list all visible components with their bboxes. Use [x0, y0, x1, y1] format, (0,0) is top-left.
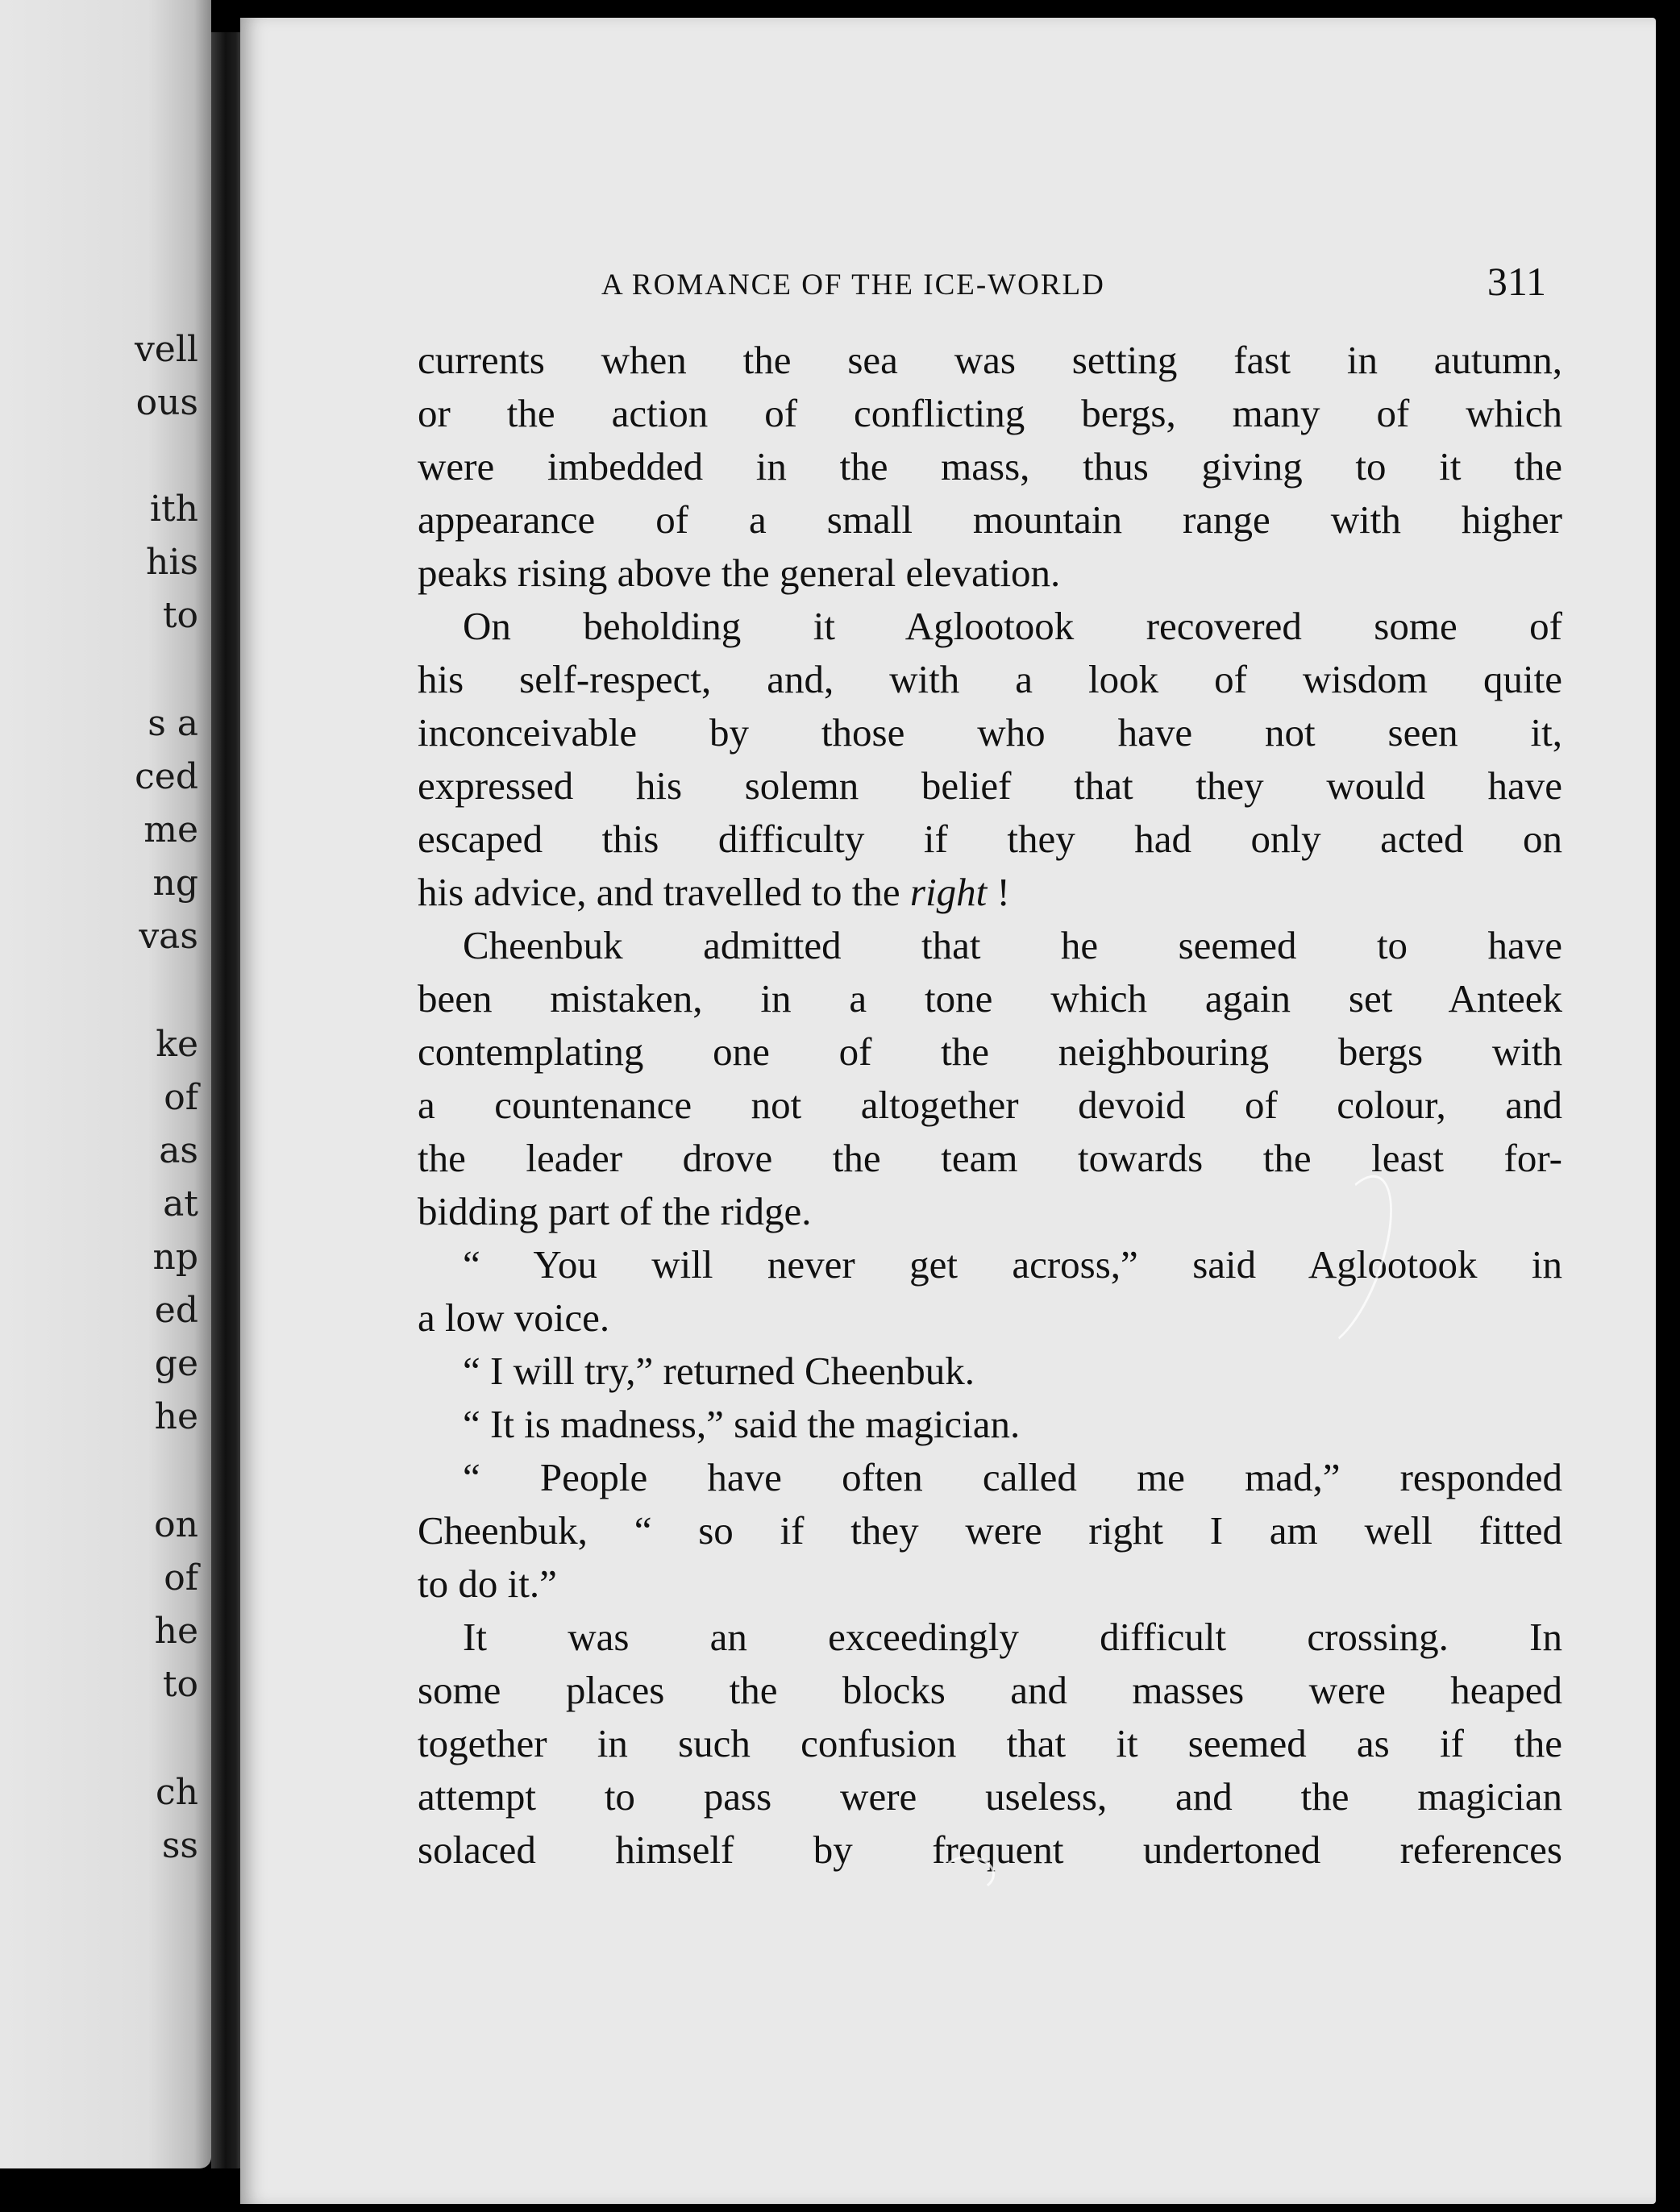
text-line: Cheenbuk, “ so if they were right I am well fitted: [418, 1508, 1562, 1553]
left-line-fragment: vas: [139, 916, 198, 957]
text-line: his self-respect, and, with a look of wisdom quite: [418, 657, 1562, 701]
text-line: On beholding it Aglootook recovered some of: [463, 604, 1562, 648]
text-line: It was an exceedingly difficult crossing. In: [463, 1615, 1562, 1659]
text-line: peaks rising above the general elevation.: [418, 551, 1061, 595]
italic-word: right: [909, 870, 988, 914]
text-line: currents when the sea was setting fast in autumn,: [418, 338, 1562, 382]
text-line: “ It is madness,” said the magician.: [463, 1402, 1021, 1446]
text-line: bidding part of the ridge.: [418, 1189, 812, 1233]
left-line-fragment: to: [162, 1664, 198, 1705]
left-line-fragment: ch: [156, 1772, 198, 1813]
previous-page-fragment: [0, 0, 211, 2168]
left-line-fragment: he: [154, 1611, 198, 1652]
running-head: [601, 258, 1553, 306]
text-line: a low voice.: [418, 1295, 610, 1340]
text-line: [418, 866, 1562, 919]
running-title: A ROMANCE OF THE ICE-WORLD: [601, 268, 1105, 301]
text-line: solaced himself by frequent undertoned references: [418, 1827, 1562, 1872]
text-line: “ You will never get across,” said Aglootook in: [463, 1242, 1562, 1287]
text-line: inconceivable by those who have not seen it,: [418, 710, 1562, 755]
left-line-fragment: ous: [135, 382, 198, 423]
text-line: or the action of conflicting bergs, many of which: [418, 391, 1562, 435]
current-page: [240, 18, 1656, 2204]
left-line-fragment: ed: [154, 1290, 198, 1331]
left-line-fragment: ng: [152, 863, 198, 904]
left-line-fragment: to: [162, 595, 198, 636]
text-line: “ People have often called me mad,” responded: [463, 1455, 1562, 1499]
text-segment: his advice, and travelled to the: [418, 870, 910, 914]
page-number: 311: [1487, 259, 1546, 304]
left-line-fragment: s a: [148, 703, 198, 744]
left-line-fragment: ced: [135, 756, 198, 797]
left-line-fragment: ss: [161, 1825, 198, 1866]
text-line: expressed his solemn belief that they would have: [418, 763, 1562, 808]
text-line: Cheenbuk admitted that he seemed to have: [463, 923, 1562, 967]
left-line-fragment: his: [146, 542, 198, 583]
text-line: the leader drove the team towards the least for-: [418, 1136, 1562, 1180]
text-line: been mistaken, in a tone which again set Anteek: [418, 976, 1562, 1021]
text-line: contemplating one of the neighbouring bergs with: [418, 1029, 1562, 1074]
left-line-fragment: vell: [134, 329, 198, 370]
left-line-fragment: of: [164, 1077, 198, 1118]
left-line-fragment: ith: [149, 489, 198, 530]
left-line-fragment: me: [143, 809, 198, 850]
left-line-fragment: ge: [154, 1343, 198, 1384]
left-line-fragment: at: [163, 1183, 198, 1224]
body-text: [418, 334, 1562, 1877]
text-line: attempt to pass were useless, and the magician: [418, 1774, 1562, 1819]
text-line: together in such confusion that it seemed as if the: [418, 1721, 1562, 1765]
left-line-fragment: of: [164, 1557, 198, 1599]
text-line: escaped this difficulty if they had only acted on: [418, 817, 1562, 861]
left-line-fragment: np: [152, 1237, 198, 1278]
text-segment: !: [987, 870, 1010, 914]
left-line-fragment: on: [154, 1504, 198, 1545]
text-line: a countenance not altogether devoid of colour, and: [418, 1083, 1562, 1127]
text-line: appearance of a small mountain range with higher: [418, 497, 1562, 542]
text-line: “ I will try,” returned Cheenbuk.: [463, 1349, 975, 1393]
scan-artifact: [942, 1856, 995, 1893]
left-line-fragment: as: [159, 1130, 198, 1171]
left-line-fragment: ke: [156, 1024, 198, 1065]
text-line: were imbedded in the mass, thus giving to it the: [418, 444, 1562, 489]
text-line: some places the blocks and masses were heaped: [418, 1668, 1562, 1712]
text-line: to do it.”: [418, 1561, 557, 1606]
left-line-fragment: he: [154, 1396, 198, 1437]
